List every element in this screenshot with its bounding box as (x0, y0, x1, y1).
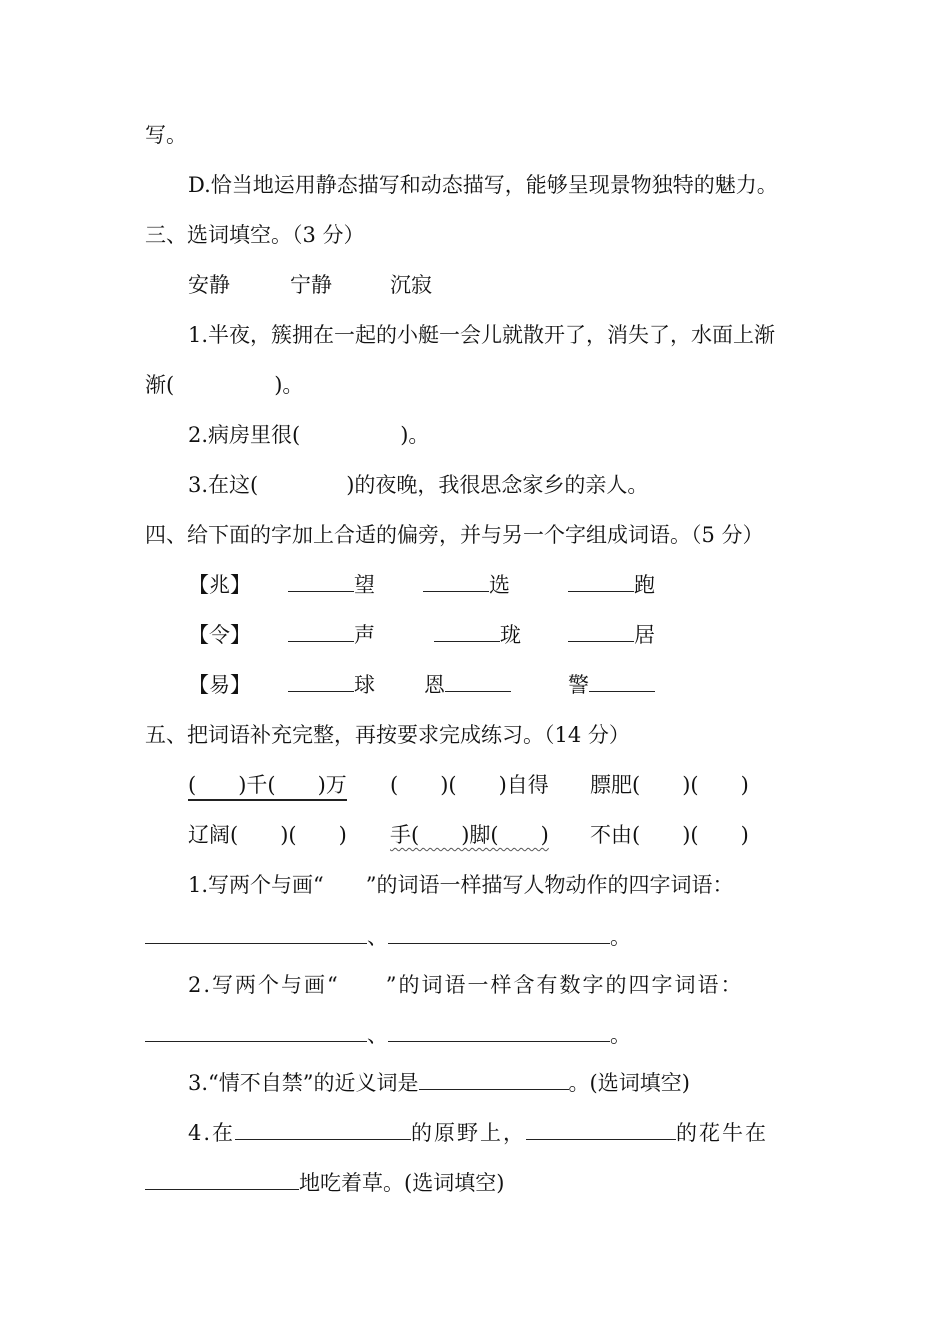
q3-pre: 3.“情不自禁”的近义词是 (188, 1071, 419, 1095)
separator: 、 (367, 925, 388, 949)
radical-char: 望 (354, 573, 375, 597)
idiom-text: 手( )脚( ) (390, 823, 549, 847)
s3-q1b-pre: 渐( (145, 373, 175, 397)
word-choice-2: 宁静 (290, 273, 332, 297)
s5-answer-2 (145, 1020, 631, 1050)
idiom-6: 不由( )( ) (590, 823, 749, 847)
s5-question-2: 2.写两个与画“ ”的词语一样含有数字的四字词语： (188, 973, 744, 997)
idiom-1 (188, 770, 347, 800)
radical-key: 【令】 (188, 623, 251, 647)
answer-blank[interactable] (434, 621, 500, 642)
section-3-title: 三、选词填空。（3 分） (145, 223, 365, 247)
q4-d: 地吃着草。(选词填空) (299, 1171, 505, 1195)
q3-post: 。(选词填空) (568, 1071, 690, 1095)
answer-blank[interactable] (526, 1119, 676, 1140)
q4-a: 4.在 (188, 1121, 236, 1145)
radical-item (288, 620, 375, 650)
s5-question-1: 1.写两个与画“ ”的词语一样描写人物动作的四字词语： (188, 873, 734, 897)
answer-blank[interactable] (568, 571, 634, 592)
s3-question-1b (145, 370, 303, 400)
radical-key: 【易】 (188, 673, 251, 697)
s3-q2-post: )。 (400, 423, 430, 447)
answer-blank[interactable] (288, 621, 354, 642)
answer-blank[interactable] (145, 1021, 367, 1042)
radical-char: 珑 (500, 623, 521, 647)
word-choice-3: 沉寂 (390, 273, 432, 297)
radical-item (288, 570, 375, 600)
word-choice-1: 安静 (188, 273, 230, 297)
radical-char: 选 (489, 573, 510, 597)
s3-question-2 (188, 420, 429, 450)
period: 。 (610, 925, 631, 949)
radical-char: 声 (354, 623, 375, 647)
radical-item (423, 570, 510, 600)
s5-question-4 (188, 1118, 768, 1148)
option-d: D.恰当地运用静态描写和动态描写，能够呈现景物独特的魅力。 (188, 173, 778, 197)
radical-item (288, 670, 375, 700)
answer-blank[interactable] (423, 571, 489, 592)
section-5-title: 五、把词语补充完整，再按要求完成练习。（14 分） (145, 723, 630, 747)
answer-blank[interactable] (388, 1021, 610, 1042)
radical-char: 居 (634, 623, 655, 647)
idiom-5 (390, 820, 549, 850)
answer-blank[interactable] (288, 671, 354, 692)
radical-char: 跑 (634, 573, 655, 597)
s3-q2-pre: 2.病房里很( (188, 423, 301, 447)
radical-char: 球 (354, 673, 375, 697)
s3-q1b-post: )。 (274, 373, 304, 397)
idiom-2: ( )( )自得 (390, 773, 549, 797)
answer-blank[interactable] (445, 671, 511, 692)
radical-item (434, 620, 521, 650)
answer-blank[interactable] (388, 923, 610, 944)
idiom-3: 膘肥( )( ) (590, 773, 749, 797)
s5-question-3 (188, 1068, 690, 1098)
radical-item (568, 570, 655, 600)
idiom-text: ( )千( )万 (188, 773, 347, 801)
radical-item (424, 670, 511, 700)
q4-b: 的原野上， (411, 1121, 527, 1145)
answer-blank[interactable] (145, 923, 367, 944)
section-4-title: 四、给下面的字加上合适的偏旁，并与另一个字组成词语。（5 分） (145, 523, 764, 547)
answer-blank[interactable] (288, 571, 354, 592)
s3-question-3 (188, 470, 648, 500)
text-line-1: 写。 (145, 123, 187, 147)
radical-char: 恩 (424, 673, 445, 697)
radical-key: 【兆】 (188, 573, 251, 597)
radical-char: 警 (568, 673, 589, 697)
idiom-4: 辽阔( )( ) (188, 823, 347, 847)
answer-blank[interactable] (589, 671, 655, 692)
s5-question-4b (145, 1168, 504, 1198)
answer-blank[interactable] (419, 1069, 569, 1090)
q4-c: 的花牛在 (676, 1121, 769, 1145)
answer-blank[interactable] (235, 1119, 411, 1140)
s3-q3-post: )的夜晚，我很思念家乡的亲人。 (346, 473, 649, 497)
separator: 、 (367, 1023, 388, 1047)
answer-blank[interactable] (568, 621, 634, 642)
radical-item (568, 670, 655, 700)
s3-q3-pre: 3.在这( (188, 473, 259, 497)
s5-answer-1 (145, 922, 631, 952)
s3-question-1a: 1.半夜，簇拥在一起的小艇一会儿就散开了，消失了，水面上渐 (188, 323, 776, 347)
radical-item (568, 620, 655, 650)
answer-blank[interactable] (145, 1169, 299, 1190)
period: 。 (610, 1023, 631, 1047)
